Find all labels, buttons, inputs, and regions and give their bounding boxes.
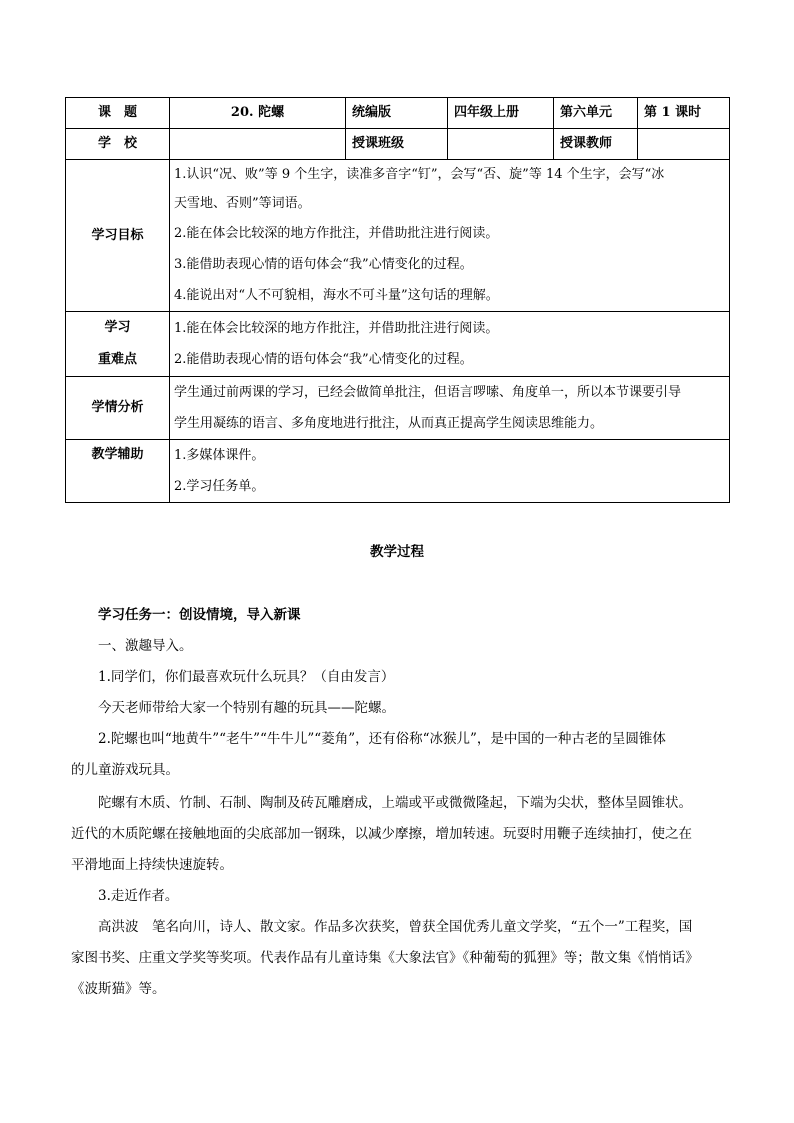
period: 第 1 课时: [638, 98, 730, 129]
key-points-content: [170, 312, 730, 377]
key-points-row: [66, 312, 730, 377]
paragraph-line: 《波斯猫》等。: [71, 981, 166, 997]
analysis-row: [66, 377, 730, 440]
goals-content: [170, 160, 730, 312]
question-line: 1.同学们，你们最喜欢玩什么玩具？（自由发言）: [98, 669, 395, 685]
grade: 四年级上册: [448, 98, 554, 129]
goal-line: 4.能说出对“人不可貌相，海水不可斗量”这句话的理解。: [174, 288, 499, 303]
class-value: [448, 129, 554, 160]
goal-line: 3.能借助表现心情的语句体会“我”心情变化的过程。: [174, 257, 473, 272]
aids-content: [170, 440, 730, 503]
section-heading: 一、激趣导入。: [98, 638, 193, 654]
paragraph-line: 高洪波 笔名向川，诗人、散文家。作品多次获奖，曾获全国优秀儿童文学奖，“五个一”工程奖，国: [98, 919, 693, 935]
goals-label: 学习目标: [66, 160, 170, 312]
paragraph-line: 今天老师带给大家一个特别有趣的玩具——陀螺。: [98, 700, 395, 716]
header-row: [66, 98, 730, 129]
course-label: 课 题: [66, 98, 170, 129]
key-points-label: [66, 312, 170, 377]
goal-line: 1.认识“况、败”等 9 个生字，读准多音字“钉”，会写“否、旋”等 14 个生字，会写“冰: [174, 167, 665, 182]
paragraph-line: 陀螺有木质、竹制、石制、陶制及砖瓦雕磨成，上端或平或微微隆起，下端为尖状，整体呈圆锥状。: [98, 795, 692, 811]
unit: 第六单元: [554, 98, 638, 129]
aid-line: 2.学习任务单。: [174, 479, 265, 494]
class-label: 授课班级: [346, 129, 448, 160]
section-heading: 3.走近作者。: [98, 888, 179, 904]
key-point-line: 1.能在体会比较深的地方作批注，并借助批注进行阅读。: [174, 321, 499, 336]
aids-row: [66, 440, 730, 503]
paragraph-line: 2.陀螺也叫“地黄牛”“老牛”“牛牛儿”“菱角”，还有俗称“冰猴儿”，是中国的一种古老的呈圆锥体: [98, 731, 666, 747]
analysis-label: 学情分析: [66, 377, 170, 440]
teacher-label: 授课教师: [554, 129, 638, 160]
paragraph-line: 的儿童游戏玩具。: [71, 762, 179, 778]
key-points-label-line1: 学习: [104, 320, 131, 335]
school-value: [170, 129, 346, 160]
school-row: [66, 129, 730, 160]
goals-row: [66, 160, 730, 312]
school-label: 学 校: [66, 129, 170, 160]
key-point-line: 2.能借助表现心情的语句体会“我”心情变化的过程。: [174, 352, 473, 367]
goal-line: 天雪地、否则”等词语。: [174, 196, 311, 211]
goal-line: 2.能在体会比较深的地方作批注，并借助批注进行阅读。: [174, 226, 499, 241]
analysis-line: 学生通过前两课的学习，已经会做简单批注，但语言啰嗦、角度单一，所以本节课要引导: [174, 385, 682, 400]
process-title: 教学过程: [370, 544, 424, 560]
lesson-plan-table: [65, 97, 730, 503]
paragraph-line: 近代的木质陀螺在接触地面的尖底部加一钢珠，以减少摩擦，增加转速。玩耍时用鞭子连续抽打，使之在: [71, 826, 692, 842]
lesson-title: 20. 陀螺: [170, 98, 346, 129]
teacher-value: [638, 129, 730, 160]
paragraph-line: 平滑地面上持续快速旋转。: [71, 857, 233, 873]
edition: 统编版: [346, 98, 448, 129]
task-heading: 学习任务一：创设情境，导入新课: [98, 607, 301, 623]
paragraph-line: 家图书奖、庄重文学奖等奖项。代表作品有儿童诗集《大象法官》《种葡萄的狐狸》等；散文集《悄悄话》: [71, 950, 699, 966]
analysis-content: [170, 377, 730, 440]
analysis-line: 学生用凝练的语言、多角度地进行批注，从而真正提高学生阅读思维能力。: [174, 416, 604, 431]
aid-line: 1.多媒体课件。: [174, 448, 265, 463]
aids-label: 教学辅助: [66, 440, 170, 503]
key-points-label-line2: 重难点: [97, 352, 137, 367]
